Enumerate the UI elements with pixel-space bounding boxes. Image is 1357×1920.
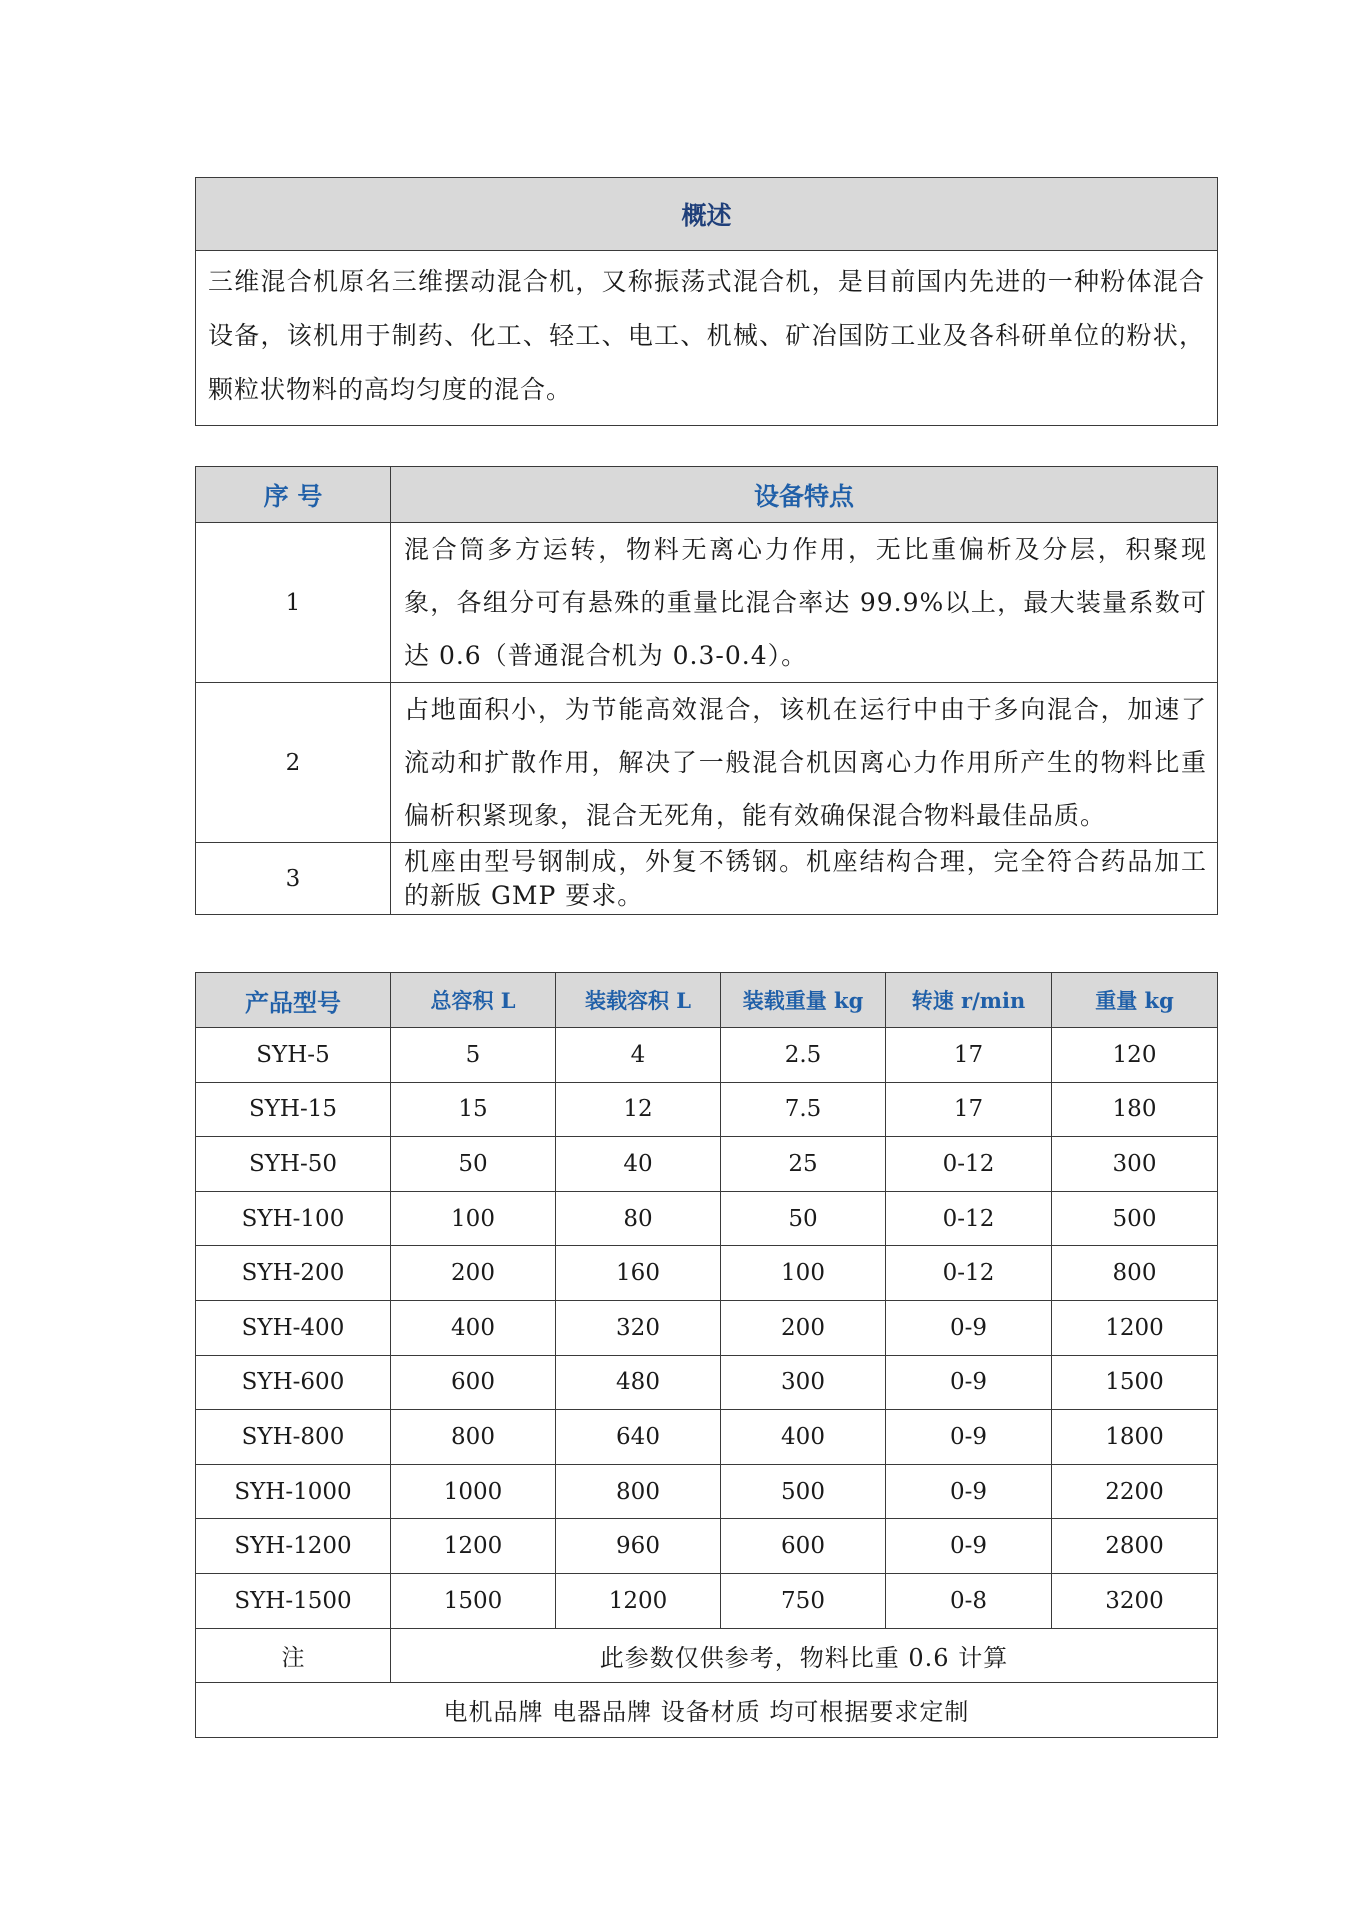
cell-load-volume: 800 <box>556 1464 721 1519</box>
table-row <box>196 1464 1218 1519</box>
cell-weight: 180 <box>1052 1082 1218 1137</box>
specs-table <box>195 972 1218 1738</box>
cell-model: SYH-1200 <box>196 1519 391 1574</box>
cell-load-weight: 50 <box>721 1191 886 1246</box>
cell-speed: 0-9 <box>886 1519 1052 1574</box>
cell-weight: 800 <box>1052 1246 1218 1301</box>
table-row <box>196 1191 1218 1246</box>
cell-load-weight: 300 <box>721 1355 886 1410</box>
cell-total-volume: 5 <box>391 1028 556 1083</box>
feature-number: 1 <box>196 523 391 683</box>
cell-load-weight: 750 <box>721 1573 886 1628</box>
cell-speed: 0-12 <box>886 1191 1052 1246</box>
cell-weight: 2800 <box>1052 1519 1218 1574</box>
cell-model: SYH-400 <box>196 1300 391 1355</box>
table-row <box>196 1300 1218 1355</box>
cell-load-volume: 640 <box>556 1410 721 1465</box>
cell-weight: 120 <box>1052 1028 1218 1083</box>
note-label: 注 <box>196 1628 391 1683</box>
cell-load-weight: 400 <box>721 1410 886 1465</box>
cell-total-volume: 15 <box>391 1082 556 1137</box>
feature-text: 占地面积小，为节能高效混合，该机在运行中由于多向混合，加速了流动和扩散作用，解决了一般混合机因离心力作用所产生的物料比重偏析积紧现象，混合无死角，能有效确保混合物料最佳品质。 <box>391 683 1218 843</box>
cell-weight: 3200 <box>1052 1573 1218 1628</box>
specs-header-row <box>196 973 1218 1028</box>
feature-number: 2 <box>196 683 391 843</box>
overview-table <box>195 177 1218 426</box>
cell-model: SYH-15 <box>196 1082 391 1137</box>
overview-text: 三维混合机原名三维摆动混合机，又称振荡式混合机，是目前国内先进的一种粉体混合设备，该机用于制药、化工、轻工、电工、机械、矿冶国防工业及各科研单位的粉状，颗粒状物料的高均匀度的混合。 <box>196 251 1218 426</box>
specs-footer-row <box>196 1683 1218 1738</box>
specs-header-load-weight: 装载重量 kg <box>721 973 886 1028</box>
cell-load-volume: 80 <box>556 1191 721 1246</box>
feature-row <box>196 843 1218 915</box>
table-row <box>196 1355 1218 1410</box>
table-row <box>196 1082 1218 1137</box>
cell-load-weight: 600 <box>721 1519 886 1574</box>
specs-note-row <box>196 1628 1218 1683</box>
cell-weight: 300 <box>1052 1137 1218 1192</box>
cell-speed: 17 <box>886 1082 1052 1137</box>
features-table <box>195 466 1218 915</box>
cell-speed: 0-9 <box>886 1355 1052 1410</box>
table-row <box>196 1137 1218 1192</box>
cell-load-weight: 500 <box>721 1464 886 1519</box>
feature-row <box>196 683 1218 843</box>
note-text: 此参数仅供参考，物料比重 0.6 计算 <box>391 1628 1218 1683</box>
cell-speed: 0-12 <box>886 1137 1052 1192</box>
features-header-num: 序 号 <box>196 467 391 523</box>
feature-text: 混合筒多方运转，物料无离心力作用，无比重偏析及分层，积聚现象，各组分可有悬殊的重量比混合率达 99.9%以上，最大装量系数可达 0.6（普通混合机为 0.3-0.4）。 <box>391 523 1218 683</box>
cell-model: SYH-50 <box>196 1137 391 1192</box>
feature-row <box>196 523 1218 683</box>
cell-model: SYH-5 <box>196 1028 391 1083</box>
cell-total-volume: 100 <box>391 1191 556 1246</box>
cell-total-volume: 1500 <box>391 1573 556 1628</box>
cell-total-volume: 400 <box>391 1300 556 1355</box>
table-row <box>196 1410 1218 1465</box>
features-header-desc: 设备特点 <box>391 467 1218 523</box>
cell-weight: 500 <box>1052 1191 1218 1246</box>
feature-text: 机座由型号钢制成，外复不锈钢。机座结构合理，完全符合药品加工的新版 GMP 要求。 <box>391 843 1218 915</box>
specs-header-model: 产品型号 <box>196 973 391 1028</box>
feature-number: 3 <box>196 843 391 915</box>
cell-total-volume: 50 <box>391 1137 556 1192</box>
customization-note: 电机品牌 电器品牌 设备材质 均可根据要求定制 <box>196 1683 1218 1738</box>
cell-weight: 1200 <box>1052 1300 1218 1355</box>
cell-model: SYH-100 <box>196 1191 391 1246</box>
cell-speed: 0-9 <box>886 1464 1052 1519</box>
cell-load-volume: 320 <box>556 1300 721 1355</box>
cell-speed: 0-8 <box>886 1573 1052 1628</box>
cell-model: SYH-600 <box>196 1355 391 1410</box>
cell-model: SYH-800 <box>196 1410 391 1465</box>
specs-header-speed: 转速 r/min <box>886 973 1052 1028</box>
cell-load-weight: 100 <box>721 1246 886 1301</box>
cell-load-weight: 7.5 <box>721 1082 886 1137</box>
cell-load-volume: 960 <box>556 1519 721 1574</box>
specs-header-total-volume: 总容积 L <box>391 973 556 1028</box>
cell-load-weight: 200 <box>721 1300 886 1355</box>
cell-model: SYH-200 <box>196 1246 391 1301</box>
cell-speed: 0-9 <box>886 1300 1052 1355</box>
cell-load-volume: 160 <box>556 1246 721 1301</box>
cell-speed: 17 <box>886 1028 1052 1083</box>
cell-weight: 1800 <box>1052 1410 1218 1465</box>
table-row <box>196 1519 1218 1574</box>
cell-total-volume: 1000 <box>391 1464 556 1519</box>
overview-title: 概述 <box>196 178 1218 251</box>
cell-model: SYH-1500 <box>196 1573 391 1628</box>
cell-total-volume: 200 <box>391 1246 556 1301</box>
cell-total-volume: 800 <box>391 1410 556 1465</box>
cell-load-volume: 4 <box>556 1028 721 1083</box>
table-row <box>196 1246 1218 1301</box>
specs-header-load-volume: 装载容积 L <box>556 973 721 1028</box>
cell-speed: 0-9 <box>886 1410 1052 1465</box>
cell-load-volume: 12 <box>556 1082 721 1137</box>
cell-total-volume: 1200 <box>391 1519 556 1574</box>
cell-total-volume: 600 <box>391 1355 556 1410</box>
cell-speed: 0-12 <box>886 1246 1052 1301</box>
cell-model: SYH-1000 <box>196 1464 391 1519</box>
cell-load-volume: 40 <box>556 1137 721 1192</box>
cell-weight: 1500 <box>1052 1355 1218 1410</box>
cell-weight: 2200 <box>1052 1464 1218 1519</box>
cell-load-weight: 25 <box>721 1137 886 1192</box>
cell-load-volume: 1200 <box>556 1573 721 1628</box>
table-row <box>196 1573 1218 1628</box>
cell-load-weight: 2.5 <box>721 1028 886 1083</box>
specs-header-weight: 重量 kg <box>1052 973 1218 1028</box>
table-row <box>196 1028 1218 1083</box>
cell-load-volume: 480 <box>556 1355 721 1410</box>
